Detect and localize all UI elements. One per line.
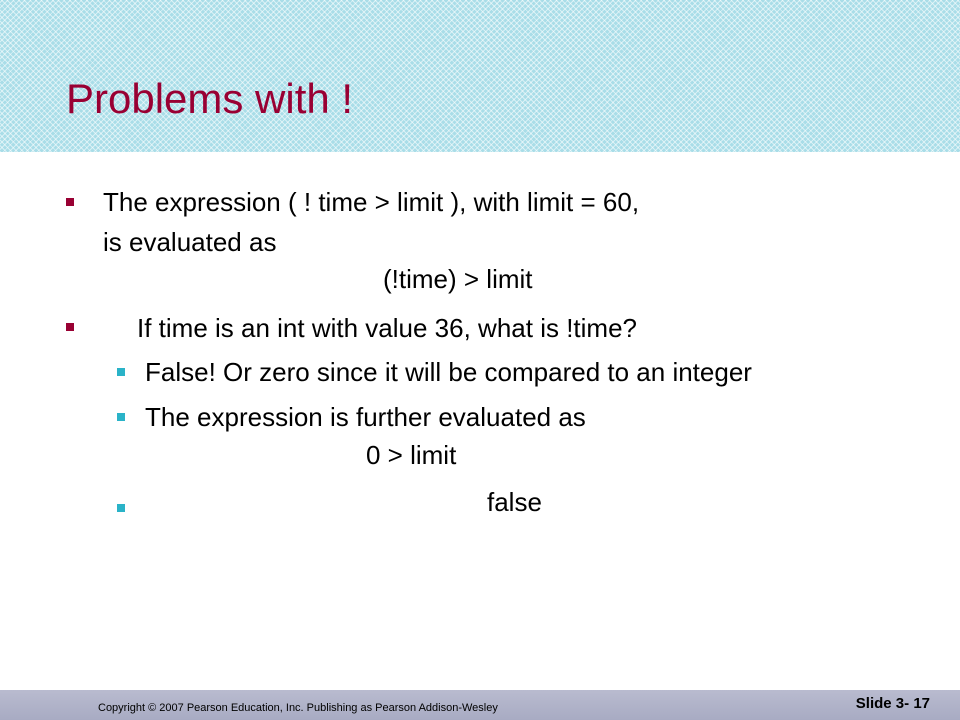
sub-bullet-marker: [117, 504, 125, 512]
sub-bullet-3-text: false: [487, 487, 542, 517]
bullet-2-text: If time is an int with value 36, what is !time?: [137, 313, 637, 343]
sub-bullet-1-text: False! Or zero since it will be compared to an integer: [145, 357, 752, 387]
sub-bullet-marker: [117, 368, 125, 376]
copyright-text: Copyright © 2007 Pearson Education, Inc. Publishing as Pearson Addison-Wesley: [98, 702, 498, 714]
slide-title: Problems with !: [66, 75, 354, 122]
sub-bullet-2-line-1: The expression is further evaluated as: [145, 402, 586, 432]
footer-bar: [0, 690, 960, 720]
bullet-marker: [66, 323, 74, 331]
bullet-1-line-1: The expression ( ! time > limit ), with limit = 60,: [103, 187, 640, 217]
sub-bullet-2-line-2: 0 > limit: [366, 440, 457, 470]
bullet-marker: [66, 198, 74, 206]
slide-number: Slide 3- 17: [855, 695, 930, 712]
bullet-1-line-3: (!time) > limit: [383, 264, 533, 294]
bullet-1-line-2: is evaluated as: [103, 227, 277, 257]
sub-bullet-marker: [117, 413, 125, 421]
